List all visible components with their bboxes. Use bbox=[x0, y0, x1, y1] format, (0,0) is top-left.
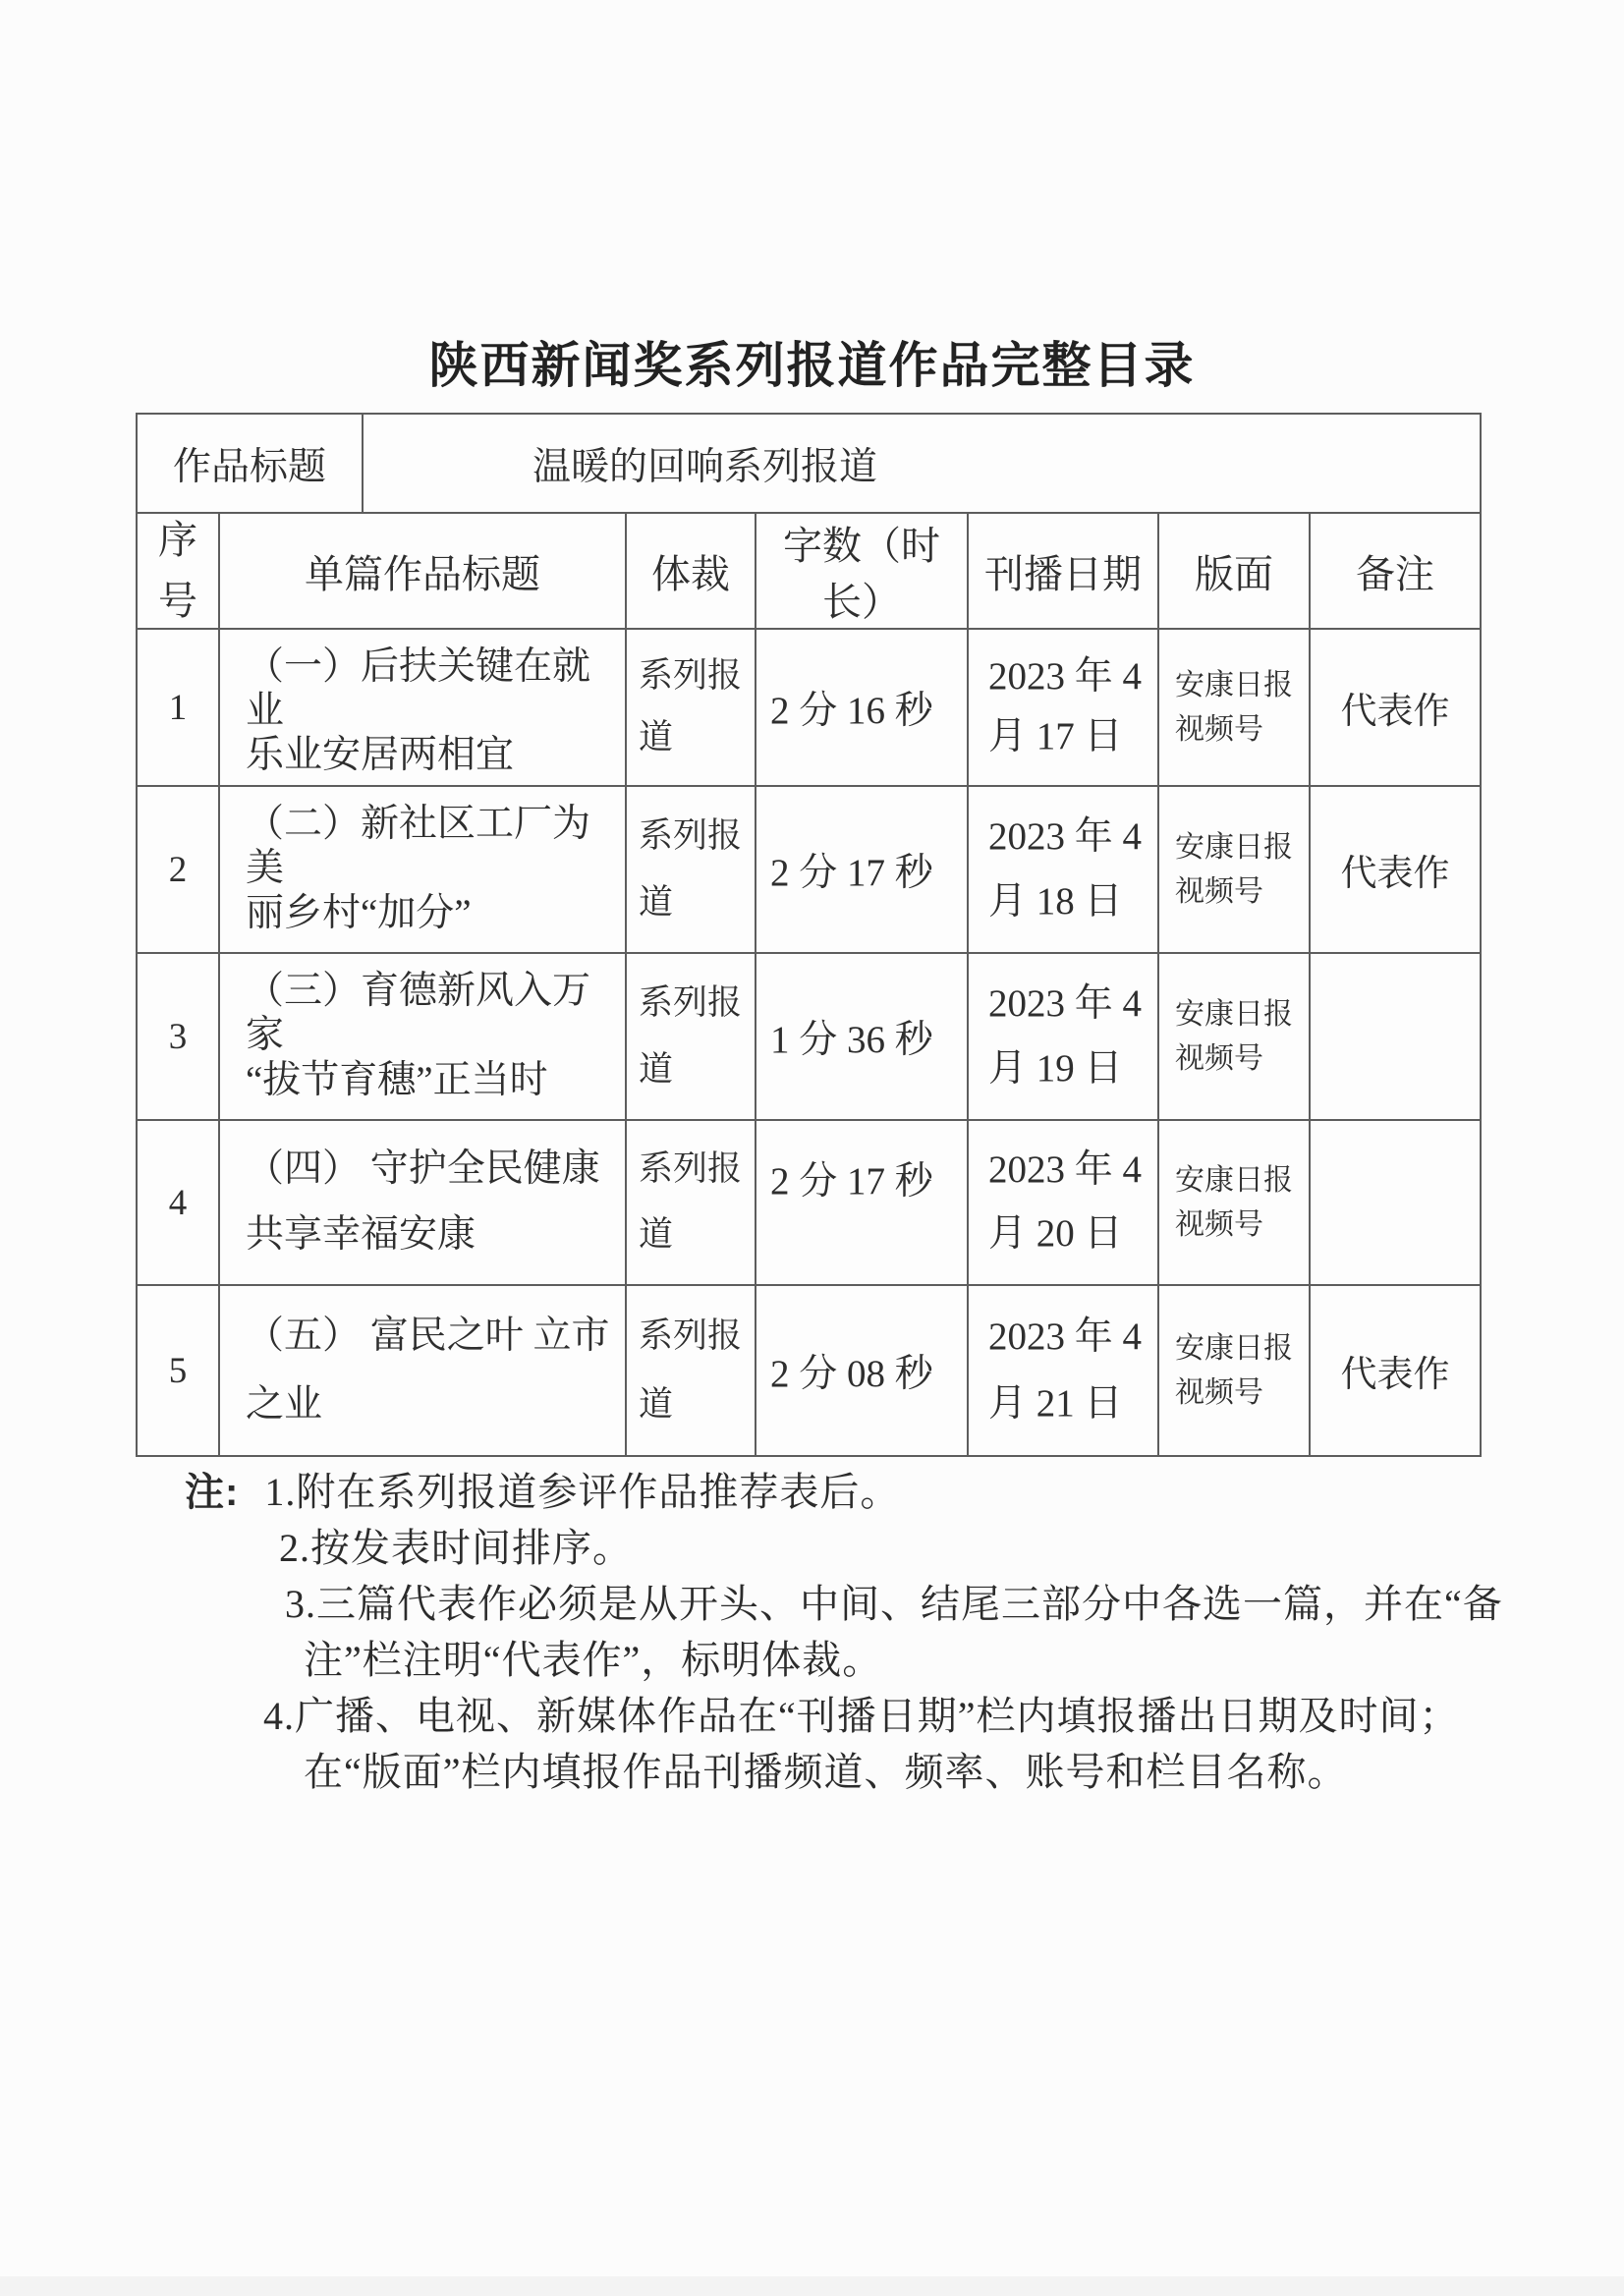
col-header-date: 刊播日期 bbox=[969, 514, 1159, 630]
title-line: 共享幸福安康 bbox=[246, 1213, 476, 1257]
date-line: 2023 年 4 bbox=[988, 1148, 1143, 1192]
title-line: （二）新社区工厂为美 bbox=[246, 803, 591, 890]
table-row bbox=[138, 630, 1480, 787]
cell-title bbox=[220, 1286, 627, 1455]
genre-line: 系列报 bbox=[639, 982, 743, 1022]
cell-layout bbox=[1159, 787, 1311, 954]
table-row bbox=[138, 787, 1480, 954]
table-header-row bbox=[138, 514, 1480, 630]
cell-duration: 2 分 17 秒 bbox=[756, 1121, 969, 1286]
note-text: 在“版面”栏内填报作品刊播频道、频率、账号和栏目名称。 bbox=[304, 1750, 1348, 1794]
title-line: （五） 富民之叶 立市 bbox=[246, 1314, 610, 1357]
cell-duration: 2 分 08 秒 bbox=[756, 1286, 969, 1455]
layout-line: 视频号 bbox=[1175, 1376, 1263, 1409]
note-item-3 bbox=[185, 1573, 1501, 1629]
page-title: 陕西新闻奖系列报道作品完整目录 bbox=[428, 338, 1196, 393]
date-line: 月 20 日 bbox=[988, 1212, 1123, 1256]
layout-line: 视频号 bbox=[1175, 875, 1263, 908]
date-line: 2023 年 4 bbox=[988, 1315, 1143, 1358]
note-text: 1.附在系列报道参评作品推荐表后。 bbox=[264, 1470, 901, 1514]
title-line: （一）后扶关键在就业 bbox=[246, 645, 591, 732]
cell-remark: 代表作 bbox=[1311, 787, 1480, 954]
cell-layout bbox=[1159, 630, 1311, 787]
cell-genre bbox=[627, 1121, 756, 1286]
title-line: 之业 bbox=[246, 1382, 323, 1426]
date-line: 月 19 日 bbox=[988, 1046, 1123, 1090]
work-title-label-cell: 作品标题 bbox=[138, 415, 364, 514]
cell-index: 4 bbox=[138, 1121, 220, 1286]
col-header-genre: 体裁 bbox=[627, 514, 756, 630]
table-row bbox=[138, 954, 1480, 1121]
col-header-length: 字数（时长） bbox=[756, 514, 969, 630]
cell-index: 3 bbox=[138, 954, 220, 1121]
cell-genre bbox=[627, 787, 756, 954]
genre-line: 系列报 bbox=[639, 815, 743, 855]
cell-genre bbox=[627, 630, 756, 787]
cell-remark: 代表作 bbox=[1311, 630, 1480, 787]
col-header-index-label: 序号 bbox=[158, 518, 197, 623]
note-text: 3.三篇代表作必须是从开头、中间、结尾三部分中各选一篇，并在“备 bbox=[285, 1582, 1503, 1626]
genre-line: 系列报 bbox=[639, 656, 743, 696]
title-line: 丽乡村“加分” bbox=[246, 891, 472, 934]
note-text: 注”栏注明“代表作”，标明体裁。 bbox=[304, 1638, 883, 1682]
date-line: 月 18 日 bbox=[988, 879, 1123, 923]
cell-index: 2 bbox=[138, 787, 220, 954]
layout-line: 视频号 bbox=[1175, 1208, 1263, 1241]
footnotes bbox=[185, 1461, 1501, 1797]
works-catalog-table bbox=[136, 413, 1482, 1457]
cell-index: 5 bbox=[138, 1286, 220, 1455]
cell-remark: 代表作 bbox=[1340, 1355, 1450, 1395]
cell-date bbox=[969, 954, 1159, 1121]
cell-remark bbox=[1311, 1121, 1480, 1286]
cell-layout bbox=[1159, 1121, 1311, 1286]
layout-line: 安康日报 bbox=[1175, 669, 1293, 701]
cell-date bbox=[969, 630, 1159, 787]
note-item-4 bbox=[185, 1685, 1501, 1741]
cell-duration: 2 分 16 秒 bbox=[756, 630, 969, 787]
cell-index: 1 bbox=[138, 630, 220, 787]
cell-duration: 2 分 17 秒 bbox=[756, 787, 969, 954]
work-title-row bbox=[138, 415, 1480, 514]
date-line: 月 17 日 bbox=[988, 715, 1123, 758]
title-line: 乐业安居两相宜 bbox=[246, 733, 515, 776]
title-line: （四） 守护全民健康 bbox=[246, 1148, 600, 1191]
genre-line: 系列报 bbox=[639, 1149, 743, 1189]
layout-line: 安康日报 bbox=[1175, 998, 1293, 1031]
title-line: （三）育德新风入万家 bbox=[246, 970, 591, 1057]
layout-line: 视频号 bbox=[1175, 1042, 1263, 1075]
cell-title bbox=[220, 787, 627, 954]
cell-layout bbox=[1159, 1286, 1311, 1455]
notes-label: 注: bbox=[185, 1471, 240, 1514]
genre-line: 道 bbox=[639, 882, 674, 922]
note-text: 4.广播、电视、新媒体作品在“刊播日期”栏内填报播出日期及时间； bbox=[263, 1694, 1460, 1738]
cell-genre bbox=[627, 954, 756, 1121]
cell-title bbox=[220, 954, 627, 1121]
title-line: “拔节育穗”正当时 bbox=[246, 1058, 548, 1101]
genre-line: 道 bbox=[639, 1215, 674, 1255]
layout-line: 安康日报 bbox=[1175, 1332, 1293, 1365]
col-header-title: 单篇作品标题 bbox=[220, 514, 627, 630]
cell-remark bbox=[1311, 954, 1480, 1121]
col-header-layout: 版面 bbox=[1159, 514, 1311, 630]
table-row bbox=[138, 1286, 1480, 1455]
date-line: 月 21 日 bbox=[988, 1381, 1123, 1425]
cell-duration: 1 分 36 秒 bbox=[756, 954, 969, 1121]
layout-line: 安康日报 bbox=[1175, 1164, 1293, 1197]
scan-artifact-strip bbox=[0, 2276, 1624, 2296]
cell-date bbox=[969, 1286, 1159, 1455]
layout-line: 视频号 bbox=[1175, 713, 1263, 746]
genre-line: 系列报 bbox=[639, 1316, 743, 1355]
cell-title bbox=[220, 1121, 627, 1286]
note-item-3-continued bbox=[185, 1629, 1501, 1685]
note-item-2 bbox=[185, 1517, 1501, 1573]
genre-line: 道 bbox=[639, 1384, 674, 1424]
col-header-index bbox=[138, 514, 220, 630]
note-item-1 bbox=[185, 1461, 1501, 1517]
cell-title bbox=[220, 630, 627, 787]
col-header-remark: 备注 bbox=[1311, 514, 1480, 630]
layout-line: 安康日报 bbox=[1175, 831, 1293, 864]
genre-line: 道 bbox=[639, 1049, 674, 1089]
table-row bbox=[138, 1121, 1480, 1286]
work-title-value-cell: 温暖的回响系列报道 bbox=[364, 415, 1480, 514]
cell-layout bbox=[1159, 954, 1311, 1121]
date-line: 2023 年 4 bbox=[988, 655, 1143, 699]
cell-date bbox=[969, 787, 1159, 954]
date-line: 2023 年 4 bbox=[988, 814, 1143, 858]
date-line: 2023 年 4 bbox=[988, 981, 1143, 1025]
cell-date bbox=[969, 1121, 1159, 1286]
note-text: 2.按发表时间排序。 bbox=[279, 1526, 633, 1570]
cell-genre bbox=[627, 1286, 756, 1455]
note-item-4-continued bbox=[185, 1741, 1501, 1797]
genre-line: 道 bbox=[639, 718, 674, 757]
